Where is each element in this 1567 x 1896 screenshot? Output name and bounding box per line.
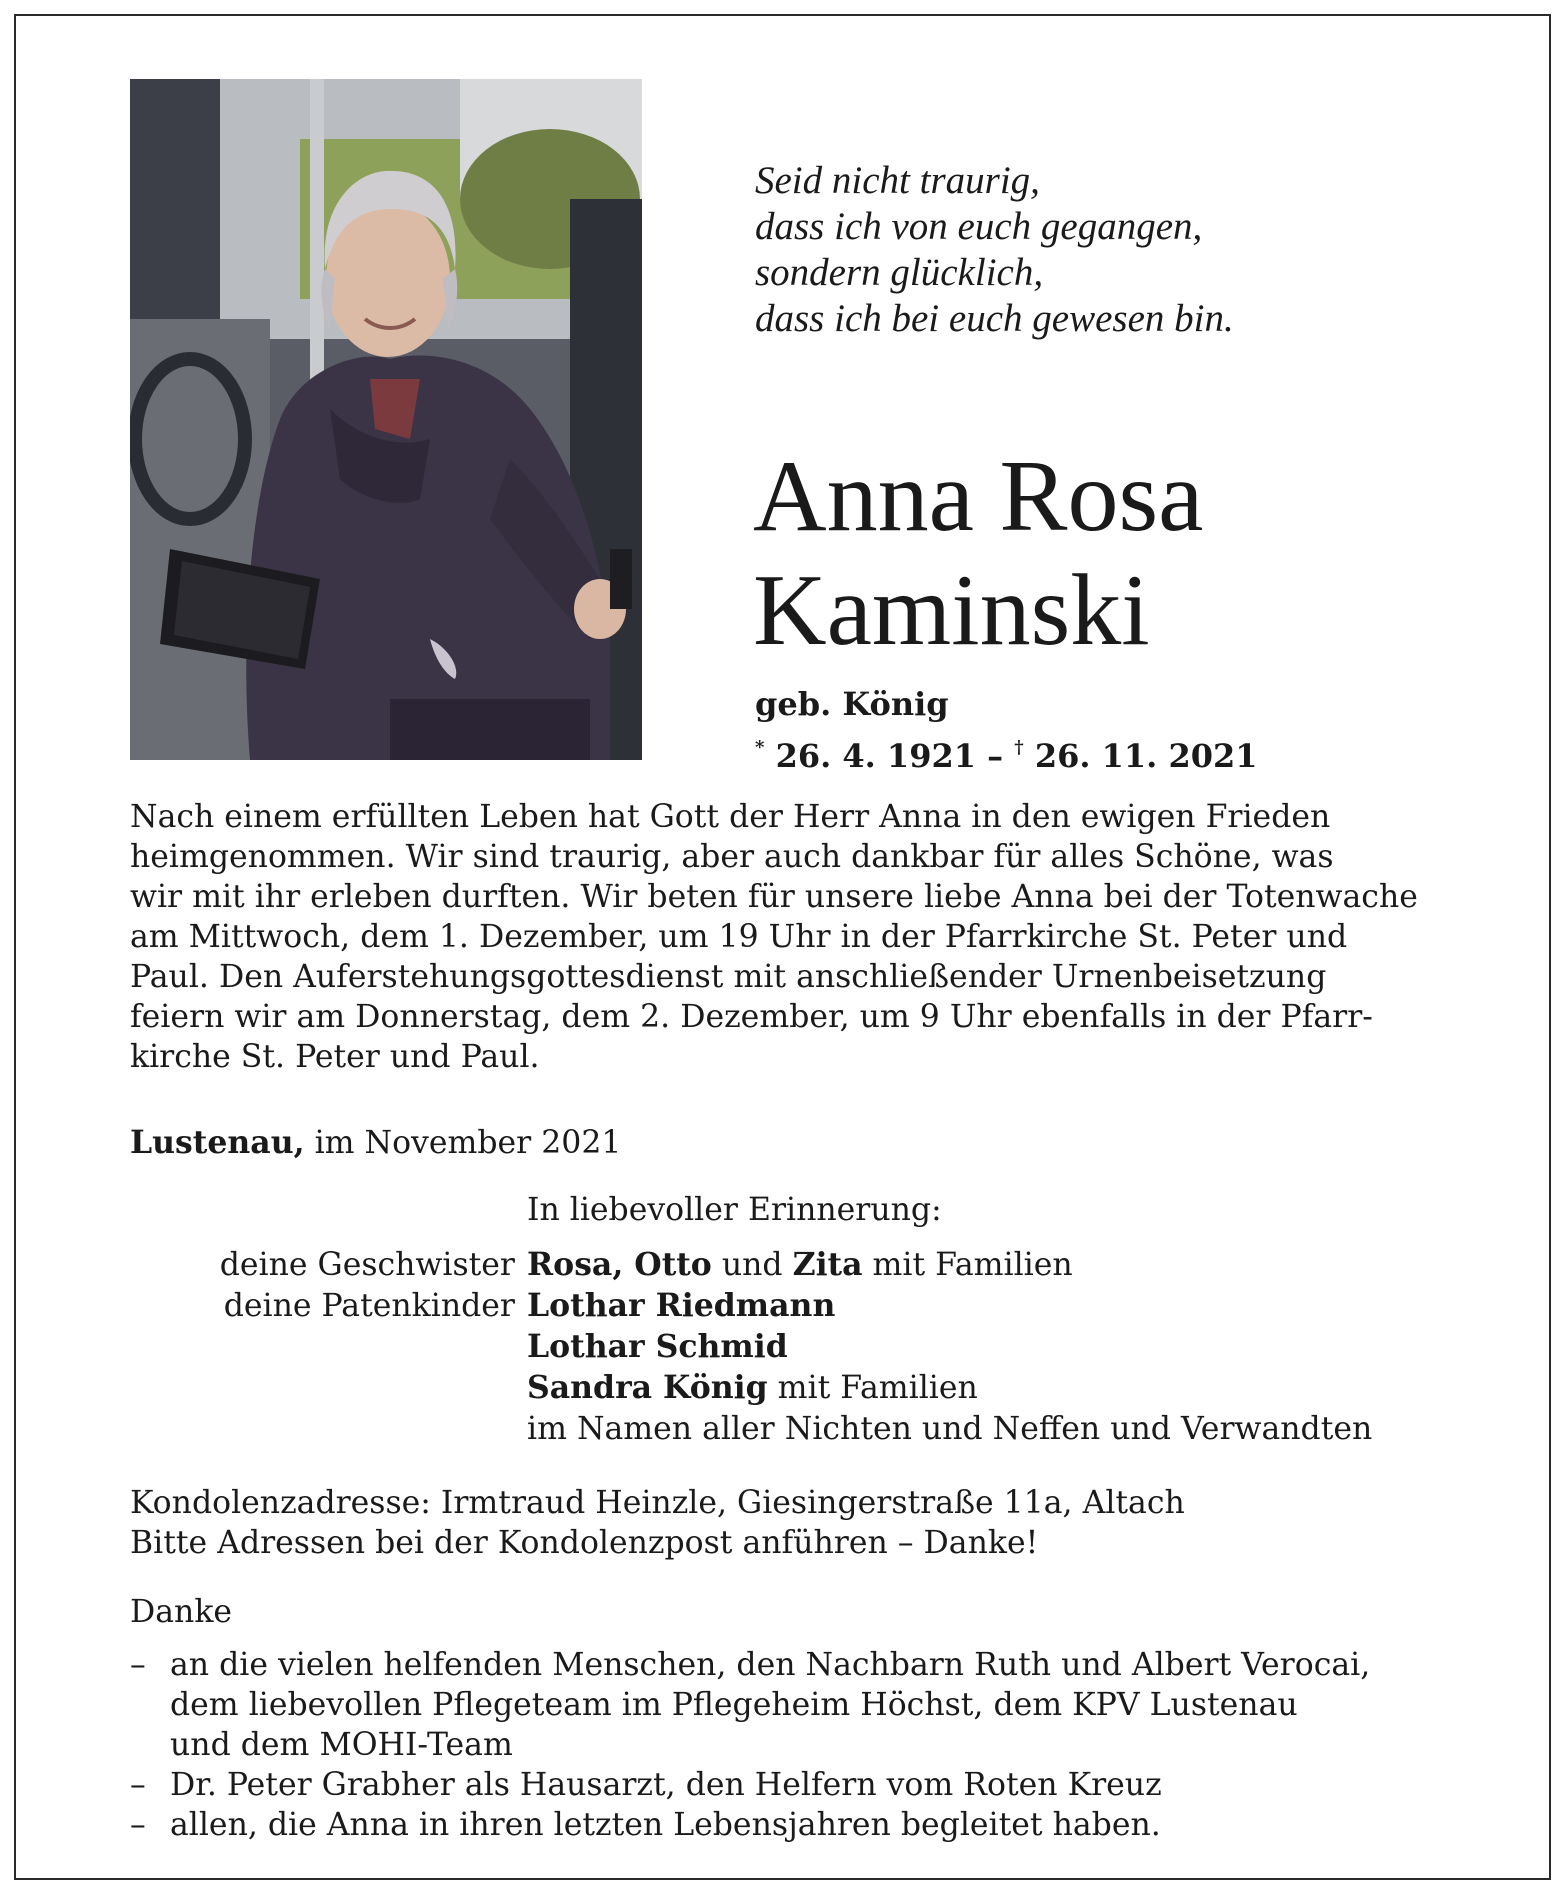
life-dates [755, 728, 1258, 776]
thanks-line: dem liebevollen Pflegeteam im Pflegeheim Höchst, dem KPV Lustenau [170, 1687, 1298, 1723]
thanks-item [130, 1765, 1370, 1805]
mourner-name: Rosa, Otto [527, 1246, 712, 1283]
family-suffix: mit Familien [862, 1247, 1073, 1283]
announcement-text [130, 797, 1440, 1077]
list-dash: – [130, 1807, 146, 1843]
announcement-line: am Mittwoch, dem 1. Dezember, um 19 Uhr in der Pfarrkirche St. Peter und [130, 919, 1348, 955]
mourner-names [527, 1244, 1073, 1286]
announcement-line: feiern wir am Donnerstag, dem 2. Dezember, um 9 Uhr ebenfalls in der Pfarr- [130, 999, 1373, 1035]
list-dash: – [130, 1767, 146, 1803]
announcement-line: wir mit ihr erleben durften. Wir beten für unsere liebe Anna bei der Totenwache [130, 879, 1418, 915]
thanks-item [130, 1805, 1370, 1845]
portrait-photo [130, 79, 642, 760]
thanks-item [130, 1645, 1370, 1765]
condolence-info [130, 1483, 1185, 1563]
date-separator: – [987, 737, 1004, 775]
conjunction: und [711, 1247, 793, 1283]
thanks-title: Danke [130, 1594, 233, 1630]
list-dash: – [130, 1647, 146, 1683]
last-name: Kaminski [753, 554, 1150, 667]
quote-line: Seid nicht traurig, [755, 159, 1040, 202]
portrait-image [130, 79, 642, 760]
relation-label: deine Geschwister [219, 1247, 515, 1283]
condolence-note: Bitte Adressen bei der Kondolenzpost anführen – Danke! [130, 1525, 1039, 1561]
condolence-address: Kondolenzadresse: Irmtraud Heinzle, Giesingerstraße 11a, Altach [130, 1485, 1185, 1521]
place-date [130, 1123, 621, 1163]
deceased-name [753, 440, 1203, 668]
memorial-quote [755, 158, 1234, 342]
family-suffix: mit Familien [767, 1370, 978, 1406]
mourner-names [527, 1285, 835, 1327]
first-names: Anna Rosa [753, 440, 1204, 553]
mourners-row-siblings [0, 1244, 1567, 1286]
thanks-line: und dem MOHI-Team [170, 1727, 513, 1763]
mourners-row [0, 1326, 1567, 1368]
thanks-line: allen, die Anna in ihren letzten Lebensjahren begleitet haben. [170, 1807, 1161, 1843]
relatives-line: im Namen aller Nichten und Neffen und Verwandten [527, 1411, 1373, 1447]
birth-symbol: * [755, 737, 765, 758]
month-year: im November 2021 [304, 1125, 622, 1161]
announcement-line: Paul. Den Auferstehungsgottesdienst mit anschließender Urnenbeisetzung [130, 959, 1327, 995]
birth-date: 26. 4. 1921 [775, 737, 976, 775]
mourners-row [0, 1367, 1567, 1409]
mourner-name: Zita [792, 1246, 863, 1283]
mourner-names [527, 1326, 788, 1368]
thanks-line: Dr. Peter Grabher als Hausarzt, den Helfern vom Roten Kreuz [170, 1767, 1162, 1803]
mourner-name: Lothar Schmid [527, 1328, 788, 1365]
mourner-names [527, 1367, 978, 1409]
announcement-line: Nach einem erfüllten Leben hat Gott der Herr Anna in den ewigen Frieden [130, 799, 1331, 835]
mourner-name: Sandra König [527, 1369, 768, 1406]
birth-name: geb. König [755, 685, 949, 723]
mourners-row-relatives [0, 1408, 1567, 1450]
town: Lustenau, [130, 1124, 305, 1161]
thanks-line: an die vielen helfenden Menschen, den Nachbarn Ruth und Albert Verocai, [170, 1647, 1371, 1683]
memory-heading: In liebevoller Erinnerung: [527, 1192, 942, 1228]
relation-label: deine Patenkinder [223, 1288, 515, 1324]
announcement-line: kirche St. Peter und Paul. [130, 1039, 540, 1075]
thanks-list [130, 1645, 1370, 1845]
mourner-name: Lothar Riedmann [527, 1287, 836, 1324]
death-date: 26. 11. 2021 [1034, 737, 1258, 775]
mourners-row-godchildren [0, 1285, 1567, 1327]
death-symbol: † [1014, 737, 1024, 758]
announcement-line: heimgenommen. Wir sind traurig, aber auch dankbar für alles Schöne, was [130, 839, 1334, 875]
quote-line: dass ich bei euch gewesen bin. [755, 297, 1234, 340]
quote-line: sondern glücklich, [755, 251, 1044, 294]
quote-line: dass ich von euch gegangen, [755, 205, 1203, 248]
